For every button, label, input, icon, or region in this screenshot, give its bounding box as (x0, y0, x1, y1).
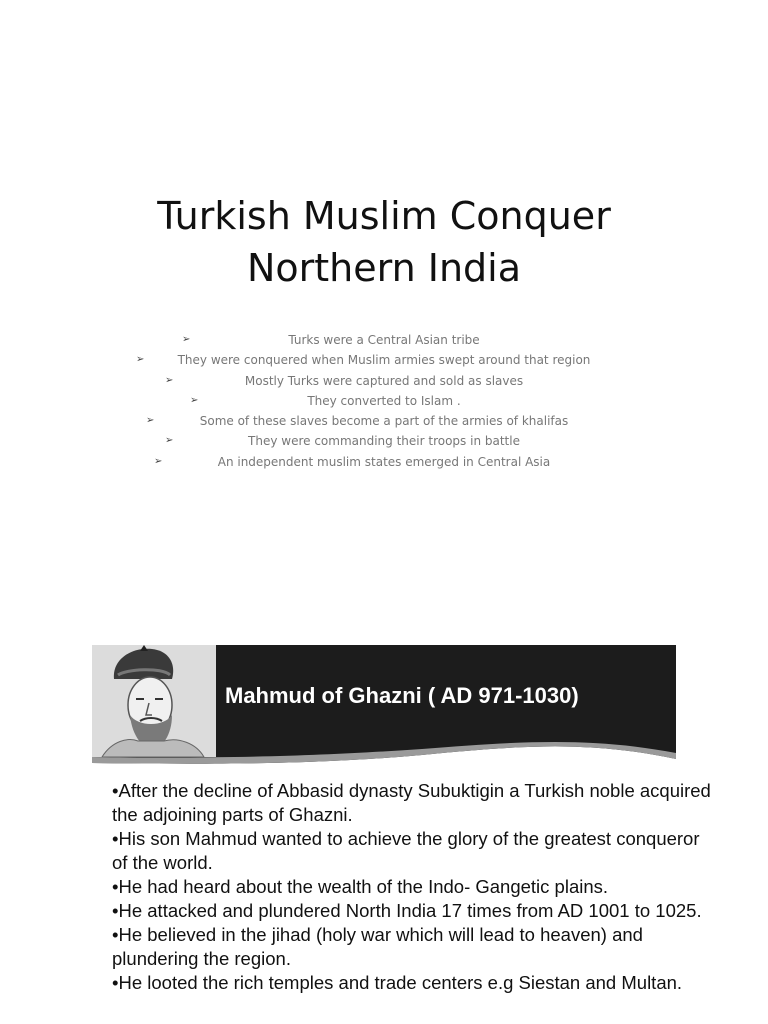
arrow-bullet-icon: ➢ (146, 415, 155, 427)
arrow-bullet-icon: ➢ (154, 455, 163, 467)
list-item (0, 452, 768, 472)
list-item (0, 350, 768, 370)
bullet-text: Mostly Turks were captured and sold as slaves (244, 373, 524, 388)
bullet-text: Turks were a Central Asian tribe (288, 333, 480, 347)
body-paragraph: •He attacked and plundered North India 17 times from AD 1001 to 1025. (112, 900, 702, 921)
body-paragraph: •His son Mahmud wanted to achieve the glory of the greatest conqueror of the world. (112, 828, 700, 873)
arrow-bullet-icon: ➢ (190, 394, 199, 406)
slide-title-line-1: Turkish Muslim Conquer (157, 194, 611, 238)
slide-banner (92, 645, 676, 770)
arrow-bullet-icon: ➢ (165, 374, 174, 386)
slide-body (112, 779, 712, 995)
arrow-bullet-icon: ➢ (136, 354, 145, 366)
slide-title-line-2: Northern India (246, 246, 522, 290)
banner-title: Mahmud of Ghazni ( AD 971-1030) (225, 683, 579, 708)
bullet-text: They were conquered when Muslim armies swept around that region (177, 353, 591, 368)
bullet-text: They converted to Islam . (307, 393, 461, 408)
body-paragraph: •He looted the rich temples and trade centers e.g Siestan and Multan. (112, 972, 683, 993)
bullet-text: An independent muslim states emerged in Central Asia (217, 454, 551, 469)
arrow-bullet-icon: ➢ (165, 435, 174, 447)
list-item (0, 431, 768, 451)
body-paragraph: •After the decline of Abbasid dynasty Subuktigin a Turkish noble acquired the adjoining parts of Ghazni. (112, 780, 711, 825)
slide-title (0, 190, 768, 294)
list-item (0, 330, 768, 350)
body-paragraph: •He believed in the jihad (holy war which will lead to heaven) and plundering the region. (112, 924, 643, 969)
list-item (0, 371, 768, 391)
body-paragraph: •He had heard about the wealth of the Indo- Gangetic plains. (112, 876, 609, 897)
bullet-text: They were commanding their troops in battle (248, 434, 520, 449)
list-item (0, 391, 768, 411)
bullet-text: Some of these slaves become a part of the armies of khalifas (199, 414, 569, 429)
arrow-bullet-icon: ➢ (182, 334, 191, 345)
portrait-icon (92, 645, 216, 757)
list-item (0, 411, 768, 431)
bullet-list (0, 330, 768, 472)
